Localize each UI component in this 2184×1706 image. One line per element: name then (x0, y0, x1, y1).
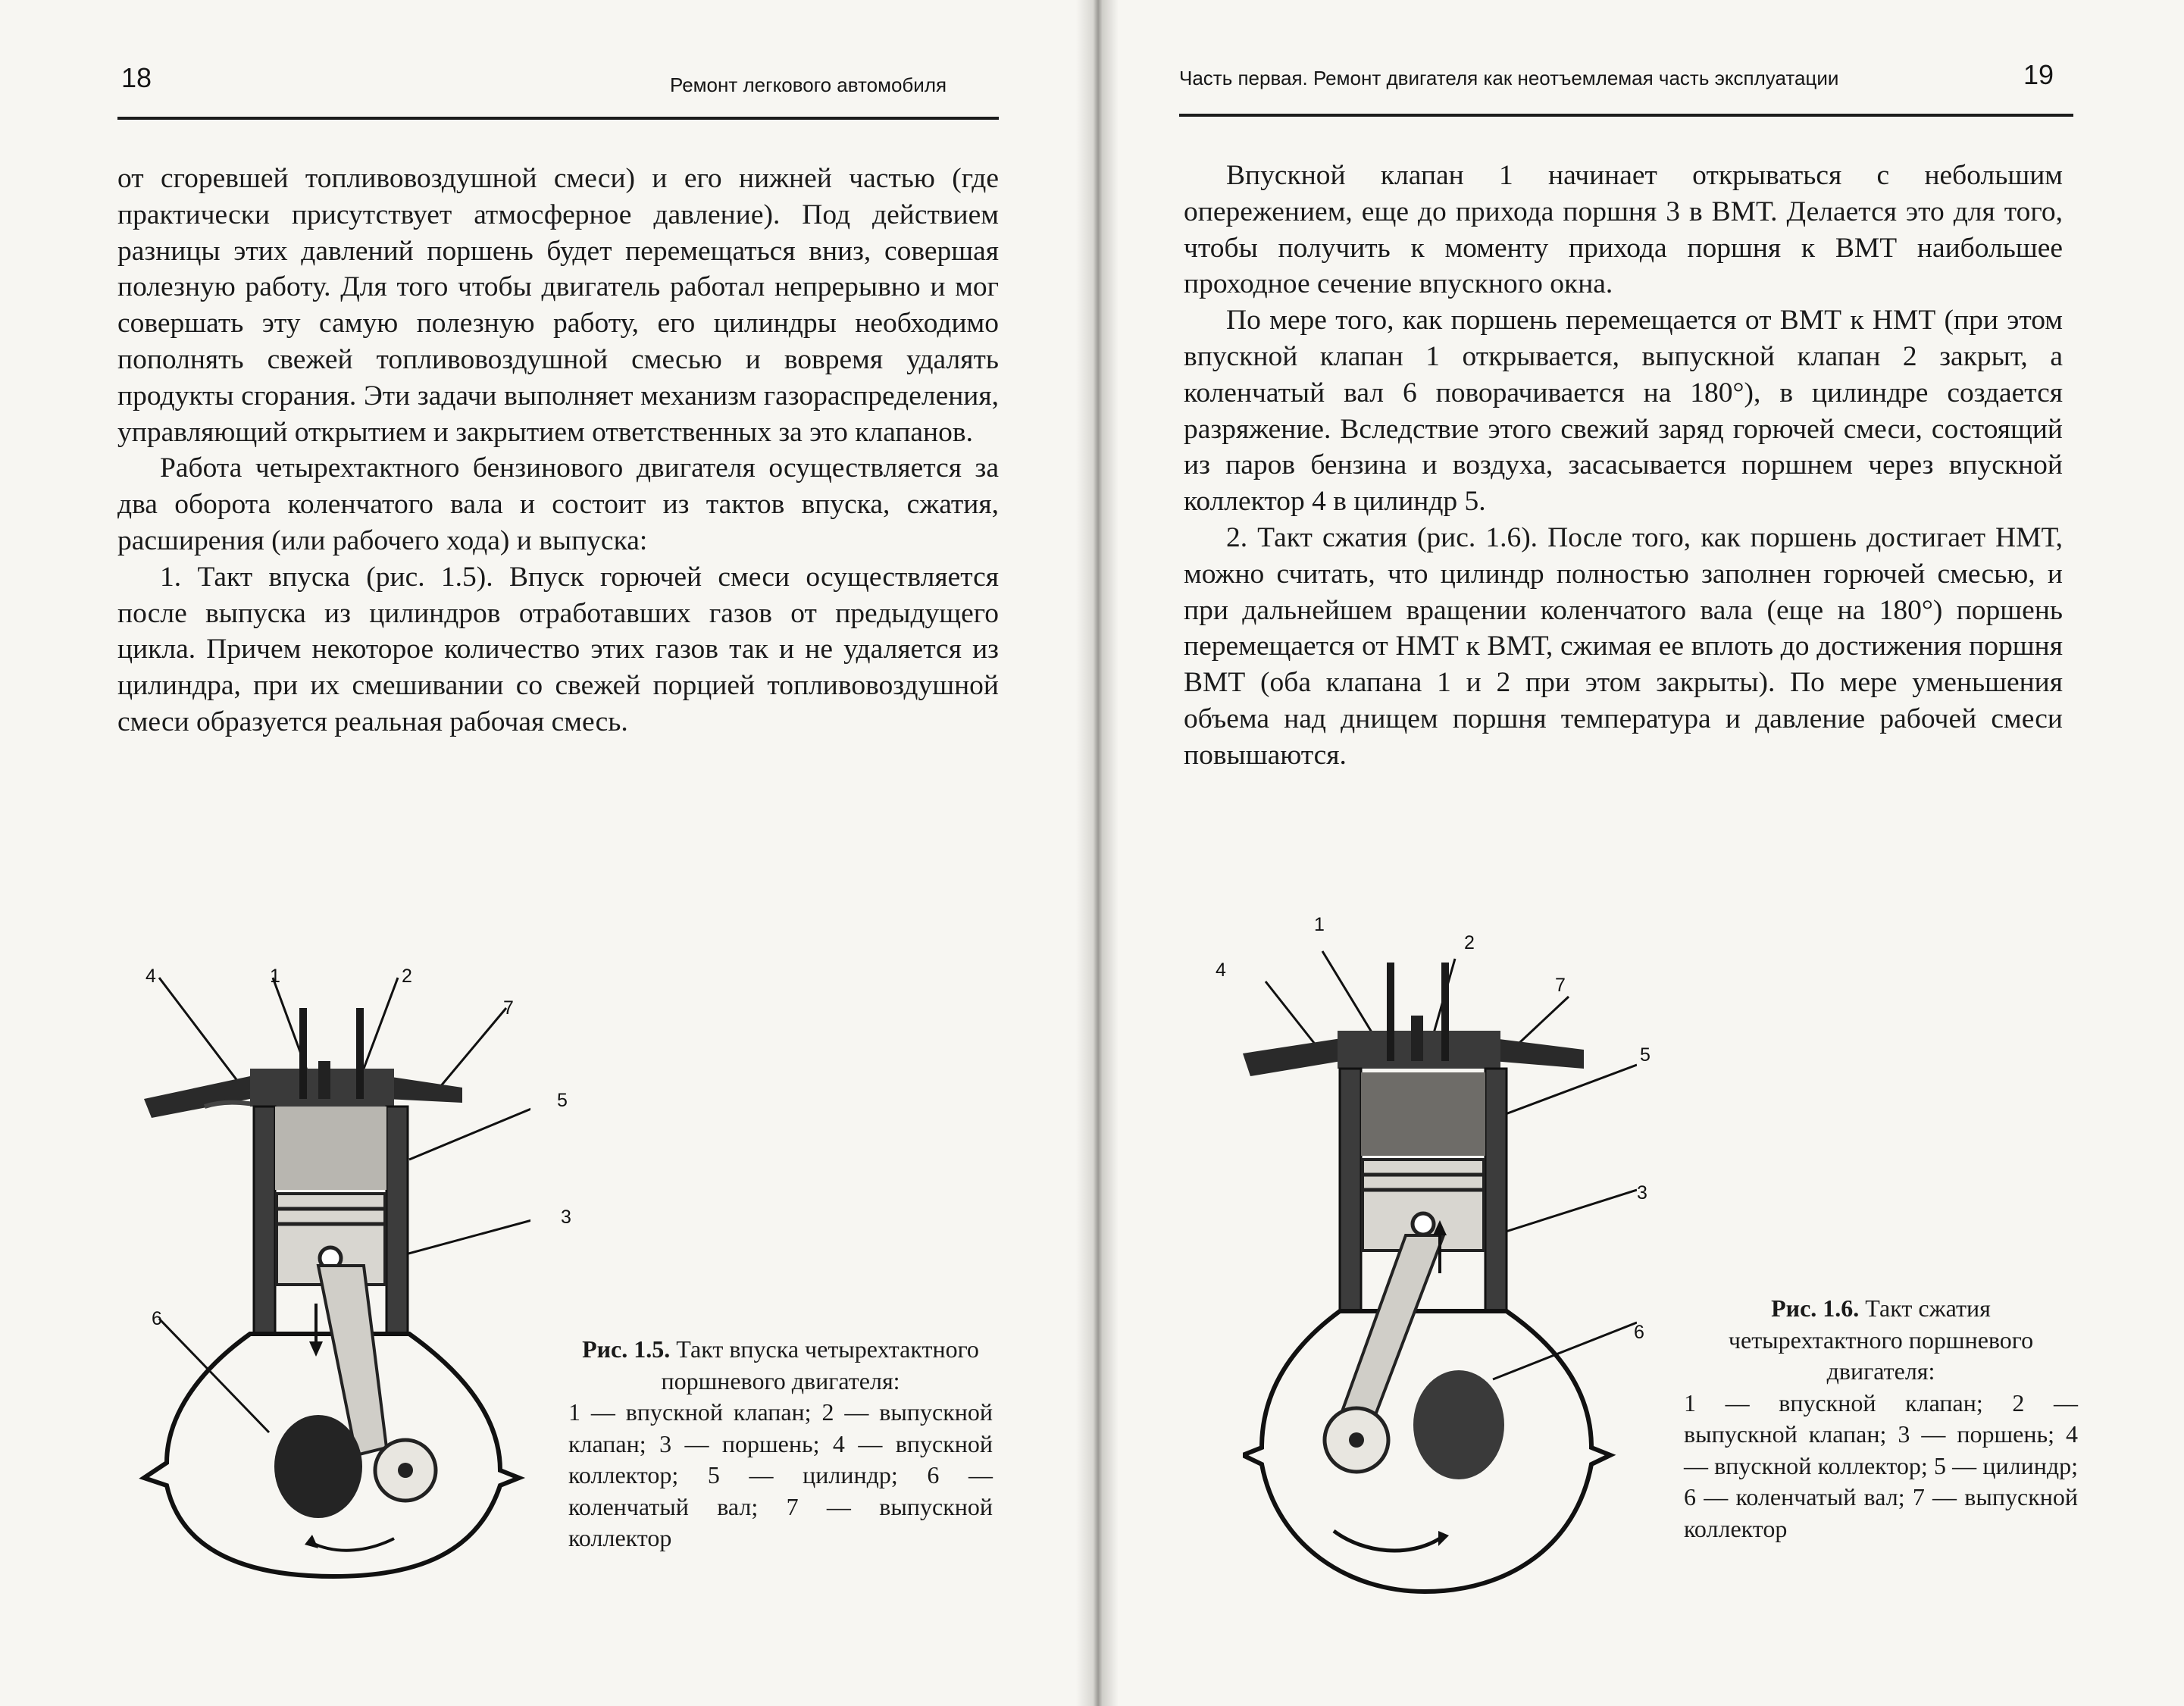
fig-label-1: 1 (270, 966, 280, 987)
page-number-right: 19 (2023, 59, 2054, 90)
paragraph: 1. Такт впуска (рис. 1.5). Впуск горючей смеси осуществляется после выпуска из цилиндров отработавших газов от предыдущего цикла. Причем некоторое количество этих газов так и не удаляется из цилиндра, при их смешивании со свежей порцией топливовоздушной смеси образуется реальная рабочая смесь. (117, 561, 999, 737)
paragraph: Работа четырехтактного бензинового двигателя осуществляется за два оборота коленчатого вала и состоит из тактов впуска, сжатия, расширения (или рабочего хода) и выпуска: (117, 452, 999, 556)
left-body-text (117, 161, 999, 740)
figure-caption-right (1684, 1293, 2078, 1545)
caption-title: Такт сжатия четырехтактного поршневого двигателя: (1728, 1294, 2034, 1385)
header-rule-left (117, 117, 999, 120)
fig-label-7: 7 (503, 997, 514, 1019)
fig-label-3: 3 (1637, 1182, 1647, 1204)
fig-label-2: 2 (402, 966, 412, 987)
compression-stroke-diagram (1243, 925, 1637, 1622)
header-rule-right (1179, 114, 2073, 117)
caption-title: Такт впуска четырехтактного поршневого двигателя: (661, 1335, 979, 1395)
fig-label-7: 7 (1555, 975, 1566, 996)
caption-heading (1684, 1293, 2078, 1388)
paragraph: от сгоревшей топливовоздушной смеси) и его нижней частью (где практически присутствует атмосферное давление). Под действием разницы этих давлений поршень будет перемещаться вниз, совершая полезную работу. Для того чтобы двигатель работал непрерывно и мог совершать эту самую полезную работу, его цилиндры необходимо пополнять свежей топливовоздушной смесью и вовремя удалять продукты сгорания. Эти задачи выполняет механизм газораспределения, управляющий открытием и закрытием ответственных за это клапанов. (117, 163, 999, 448)
caption-number: Рис. 1.6. (1771, 1294, 1860, 1322)
caption-number: Рис. 1.5. (582, 1335, 671, 1363)
caption-heading (568, 1334, 993, 1397)
figure-caption-left (568, 1334, 993, 1554)
fig-label-4: 4 (1216, 959, 1226, 981)
book-spine (1076, 0, 1119, 1706)
fig-label-4: 4 (145, 966, 156, 987)
fig-label-6: 6 (152, 1308, 162, 1329)
caption-legend: 1 — впускной клапан; 2 — выпускной клапан; 3 — поршень; 4 — впускной коллектор; 5 — цилиндр; 6 — коленчатый вал; 7 — выпускной коллектор (568, 1398, 993, 1551)
page-number-left: 18 (121, 62, 152, 93)
right-body-text (1184, 158, 2063, 774)
fig-label-1: 1 (1314, 914, 1325, 935)
running-title-left: Ремонт легкового автомобиля (670, 74, 947, 96)
fig-label-6: 6 (1634, 1322, 1644, 1343)
fig-label-5: 5 (557, 1090, 568, 1111)
intake-stroke-diagram (136, 947, 530, 1584)
running-title-right: Часть первая. Ремонт двигателя как неотъемлемая часть эксплуатации (1179, 67, 1839, 89)
fig-label-3: 3 (561, 1207, 571, 1228)
paragraph: По мере того, как поршень перемещается от ВМТ к НМТ (при этом впускной клапан 1 открывается, выпускной клапан 2 закрыт, а коленчатый вал 6 поворачивается на 180°), в цилиндре создается разряжение. Вследствие этого свежий заряд горючей смеси, состоящий из паров бензина и воздуха, засасывается поршнем через впускной коллектор 4 в цилиндр 5. (1184, 305, 2063, 518)
fig-label-5: 5 (1640, 1044, 1651, 1066)
fig-label-2: 2 (1464, 932, 1475, 953)
paragraph: Впускной клапан 1 начинает открываться с небольшим опережением, еще до прихода поршня 3 в ВМТ. Делается это для того, чтобы получить к моменту прихода поршня к ВМТ наибольшее проходное сечение впускного окна. (1184, 160, 2063, 300)
caption-legend: 1 — впускной клапан; 2 — выпускной клапан; 3 — поршень; 4 — впускной коллектор; 5 — цилиндр; 6 — коленчатый вал; 7 — выпускной коллектор (1684, 1388, 2078, 1542)
paragraph: 2. Такт сжатия (рис. 1.6). После того, как поршень достигает НМТ, можно считать, что цилиндр полностью заполнен горючей смесью, и при дальнейшем вращении коленчатого вала (еще на 180°) поршень перемещается от НМТ к ВМТ, сжимая ее вплоть до достижения поршня ВМТ (оба клапана 1 и 2 при этом закрыты). По мере уменьшения объема над днищем поршня температура и давление рабочей смеси повышаются. (1184, 521, 2063, 771)
